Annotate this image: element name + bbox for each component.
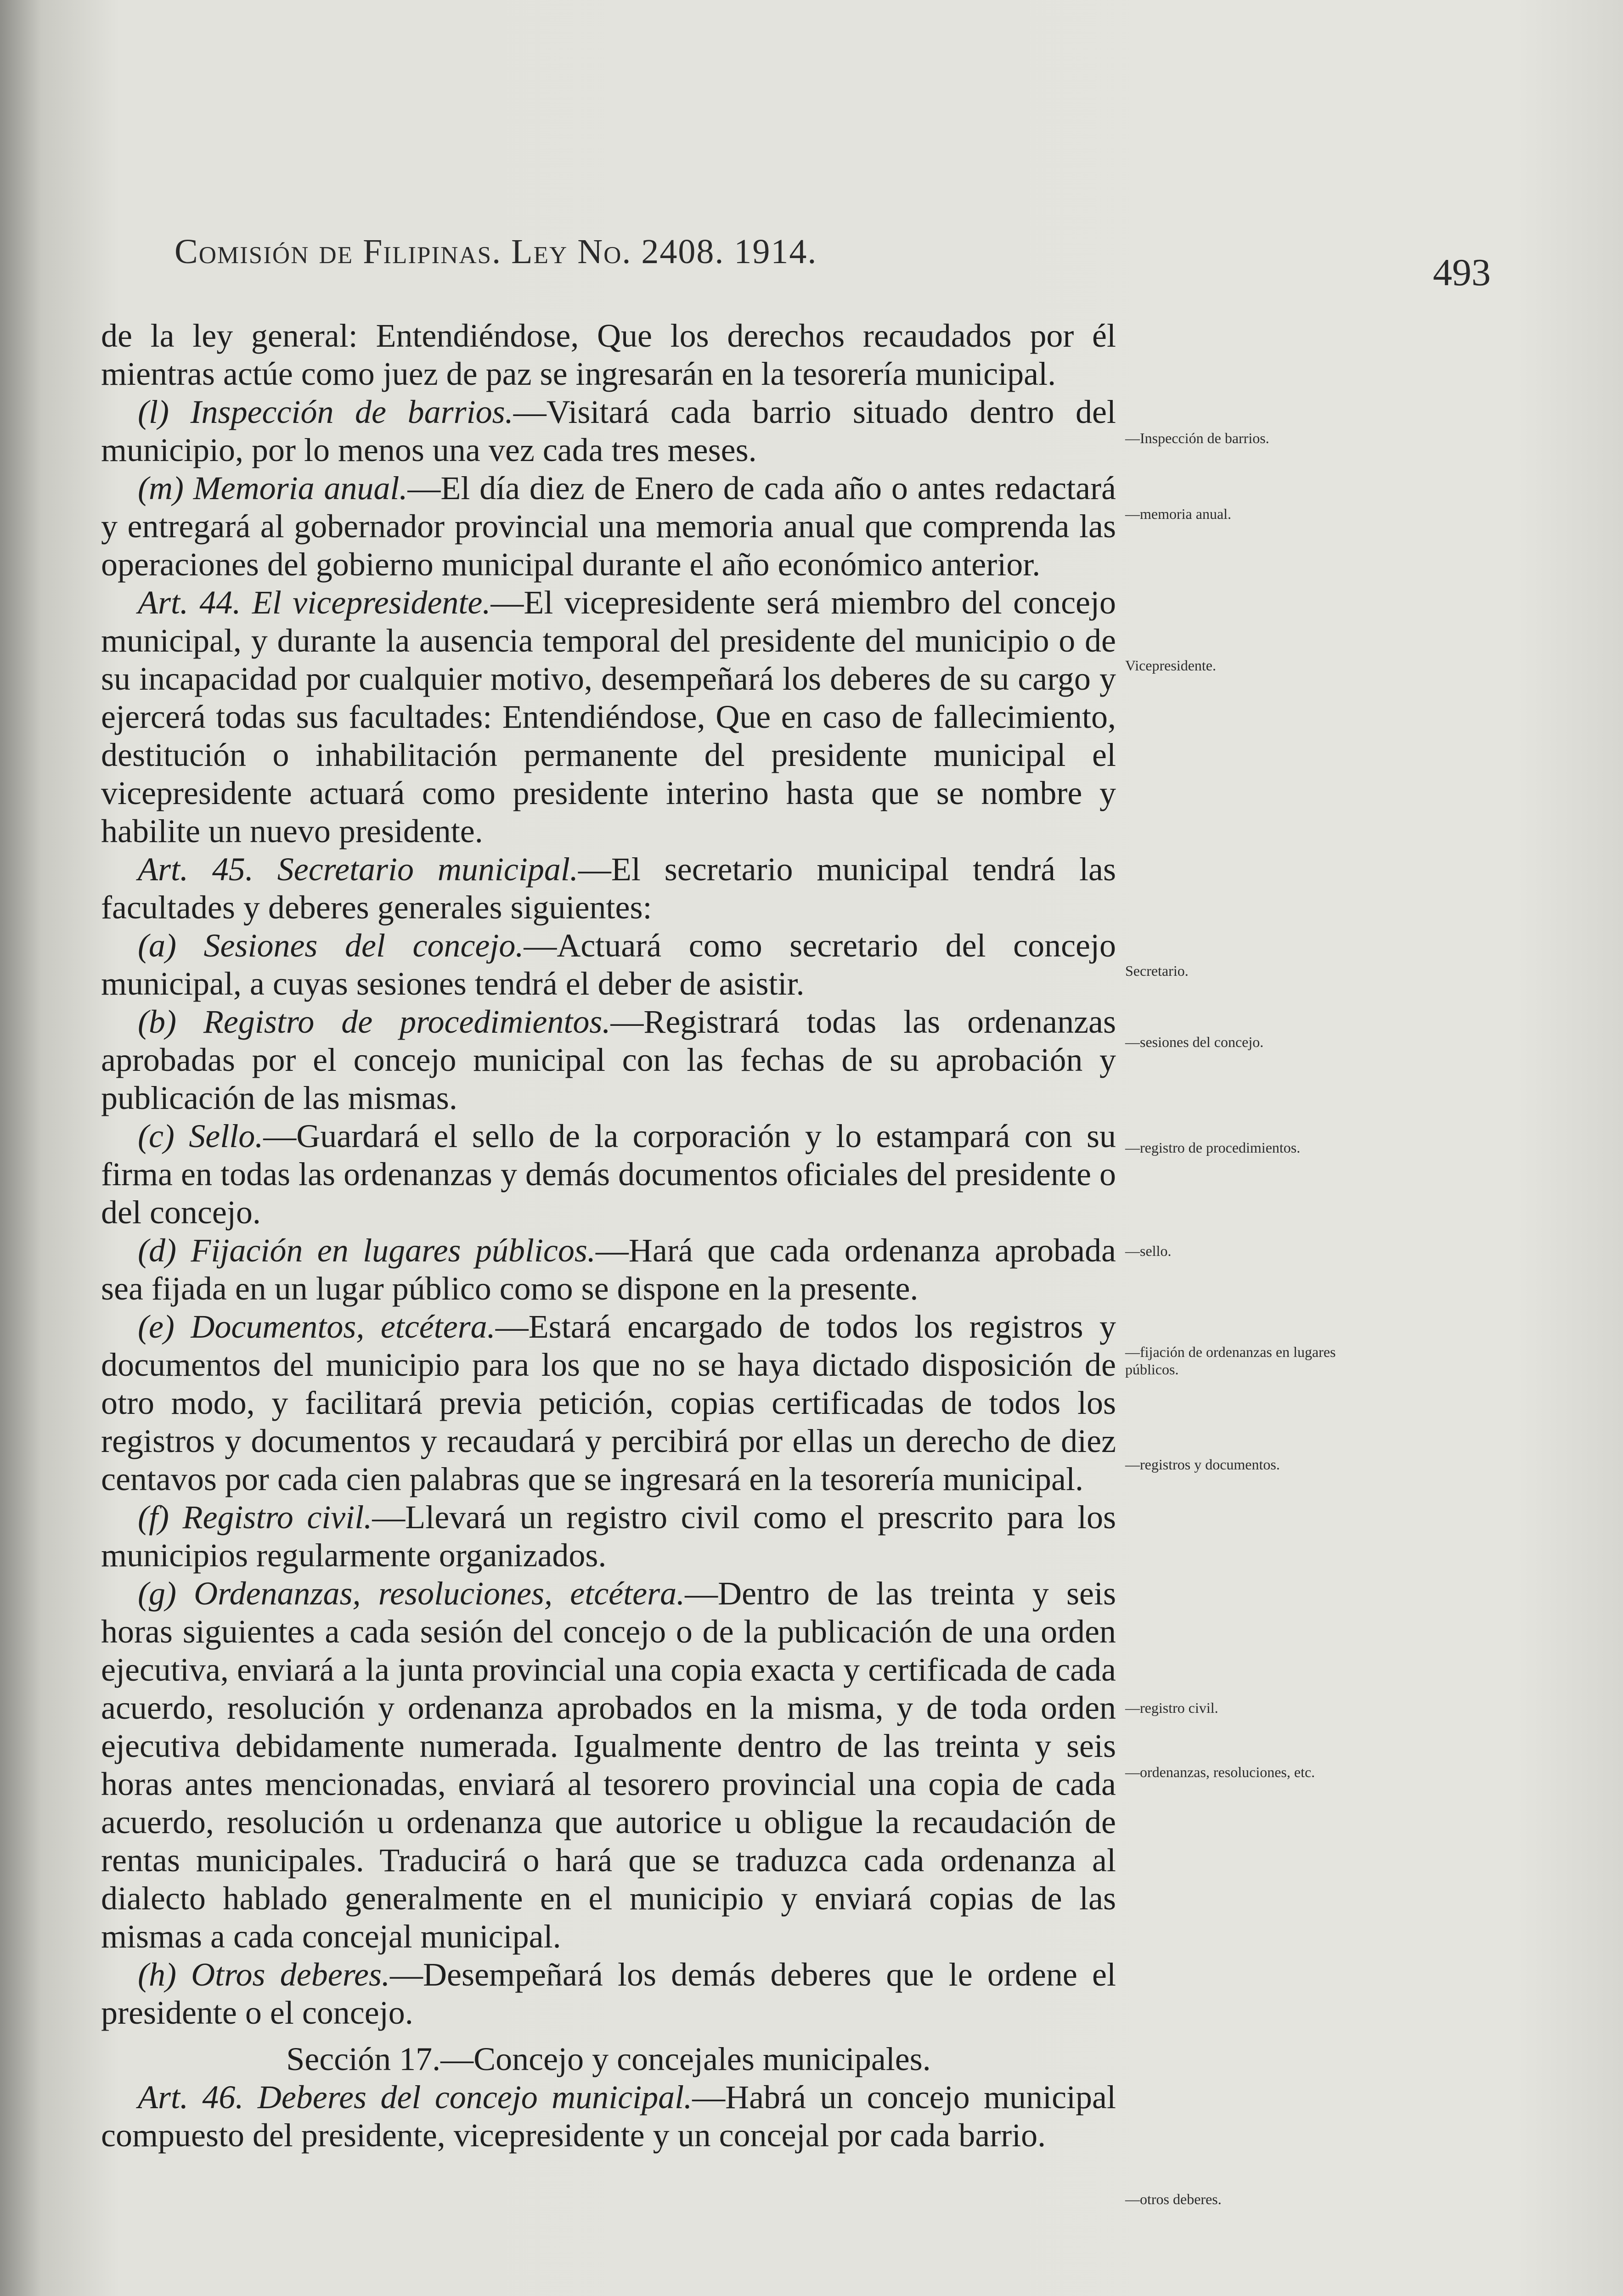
body-text: [101, 317, 1116, 2155]
paragraph: [101, 1575, 1116, 1956]
paragraph: [101, 1003, 1116, 1117]
paragraph: [101, 2078, 1116, 2155]
paragraph: [101, 1232, 1116, 1308]
paragraph: [101, 1308, 1116, 1498]
running-title: Comisión de Filipinas. Ley No. 2408. 1914.: [175, 232, 817, 271]
paragraph-text: —El secretario municipal tendrá las facultades y deberes generales siguientes:: [101, 851, 1116, 926]
paragraph-text: —Estará encargado de todos los registros y documentos del municipio para los que no se haya dictado disposición de otro modo, y facilitará previa petición, copias certificadas de todos los registros y documentos y recaudará y percibirá por ellas un derecho de diez centavos por cada cien palabras que se ingresará en la tesorería municipal.: [101, 1308, 1116, 1497]
article-heading: Art. 45. Secretario municipal.: [138, 851, 578, 888]
paragraph: [101, 584, 1116, 850]
article-heading: Art. 46. Deberes del concejo municipal.: [138, 2079, 693, 2116]
paragraph: [101, 1956, 1116, 2032]
paragraph-text: —Desempeñará los demás deberes que le ordene el presidente o el concejo.: [101, 1956, 1116, 2031]
paragraph-text: —Visitará cada barrio situado dentro del municipio, por lo menos una vez cada tres meses.: [101, 394, 1116, 468]
paragraph: [101, 927, 1116, 1003]
paragraph-heading: (b) Registro de procedimientos.: [138, 1003, 611, 1040]
margin-note: — ordenanzas, resoluciones, etc.: [1125, 1763, 1382, 1781]
paragraph-text: —Registrará todas las ordenanzas aprobadas por el concejo municipal con las fechas de su aprobación y publicación de las mismas.: [101, 1003, 1116, 1116]
paragraph-heading: (g) Ordenanzas, resoluciones, etcétera.: [138, 1575, 685, 1612]
paragraph-heading: (f) Registro civil.: [138, 1499, 372, 1536]
margin-note: — registros y documentos.: [1125, 1456, 1382, 1473]
section-heading: Sección 17.—Concejo y concejales municipales.: [286, 2041, 931, 2077]
paragraph-heading: (l) Inspección de barrios.: [138, 394, 513, 430]
paragraph-text: —Habrá un concejo municipal compuesto del presidente, vicepresidente y un concejal por cada barrio.: [101, 2079, 1116, 2154]
paragraph-text: —Llevará un registro civil como el prescrito para los municipios regularmente organizados.: [101, 1499, 1116, 1574]
margin-note: — fijación de ordenanzas en lugares públicos.: [1125, 1343, 1382, 1378]
paragraph-heading: (c) Sello.: [138, 1118, 264, 1154]
paragraph: [101, 469, 1116, 584]
article-heading: Art. 44. El vicepresidente.: [138, 584, 491, 621]
paragraph-text: —Guardará el sello de la corporación y lo estampará con su firma en todas las ordenanzas y demás documentos oficiales del presidente o del concejo.: [101, 1118, 1116, 1231]
paragraph-text: —El día diez de Enero de cada año o antes redactará y entregará al gobernador provincial una memoria anual que comprenda las operaciones del gobierno municipal durante el año económico anterior.: [101, 470, 1116, 583]
paragraph-heading: (h) Otros deberes.: [138, 1956, 390, 1993]
margin-note: — memoria anual.: [1125, 505, 1382, 523]
margin-note: — sesiones del concejo.: [1125, 1033, 1382, 1051]
paragraph-heading: (e) Documentos, etcétera.: [138, 1308, 496, 1345]
paragraph-heading: (m) Memoria anual.: [138, 470, 408, 506]
running-header: [175, 232, 1313, 272]
paragraph-text: —Dentro de las treinta y seis horas siguientes a cada sesión del concejo o de la publicación de una orden ejecutiva, enviará a la junta provincial una copia exacta y certificada de cada acuerdo, resolución y ordenanza aprobados en la misma, y de toda orden ejecutiva debidamente numerada. Igualmente dentro de las treinta y seis horas antes mencionadas, enviará al tesorero provincial una copia de cada acuerdo, resolución u ordenanza que autorice u obligue la recaudación de rentas municipales. Traducirá o hará que se traduzca cada ordenanza al dialecto hablado generalmente en el municipio y enviará copias de las mismas a cada concejal municipal.: [101, 1575, 1116, 1955]
paragraph-heading: (a) Sesiones del concejo.: [138, 927, 524, 964]
margin-note: Secretario.: [1125, 962, 1189, 979]
paragraph: [101, 1498, 1116, 1575]
margin-note: — otros deberes.: [1125, 2190, 1382, 2208]
page-number: 493: [1433, 251, 1491, 294]
paragraph: [101, 1117, 1116, 1232]
paragraph: [101, 393, 1116, 469]
paragraph-text: —Actuará como secretario del concejo municipal, a cuyas sesiones tendrá el deber de asistir.: [101, 927, 1116, 1002]
margin-note: — sello.: [1125, 1242, 1382, 1260]
paragraph-heading: (d) Fijación en lugares públicos.: [138, 1232, 596, 1269]
paragraph-text: —Hará que cada ordenanza aprobada sea fijada en un lugar público como se dispone en la presente.: [101, 1232, 1116, 1307]
margin-note: Vicepresidente.: [1125, 657, 1216, 674]
margin-note: — registro de procedimientos.: [1125, 1139, 1382, 1156]
paragraph: [101, 850, 1116, 927]
margin-note: — registro civil.: [1125, 1699, 1382, 1716]
paragraph-text: —El vicepresidente será miembro del concejo municipal, y durante la ausencia temporal del presidente del municipio o de su incapacidad por cualquier motivo, desempeñará los deberes de su cargo y ejercerá todas sus facultades: Entendiéndose, Que en caso de fallecimiento, destitución o inhabilitación permanente del presidente municipal el vicepresidente actuará como presidente interino hasta que se nombre y habilite un nuevo presidente.: [101, 584, 1116, 850]
margin-note: — Inspección de barrios.: [1125, 429, 1382, 447]
paragraph: de la ley general: Entendiéndose, Que los derechos recaudados por él mientras actúe como juez de paz se ingresarán en la tesorería municipal.: [101, 317, 1116, 392]
